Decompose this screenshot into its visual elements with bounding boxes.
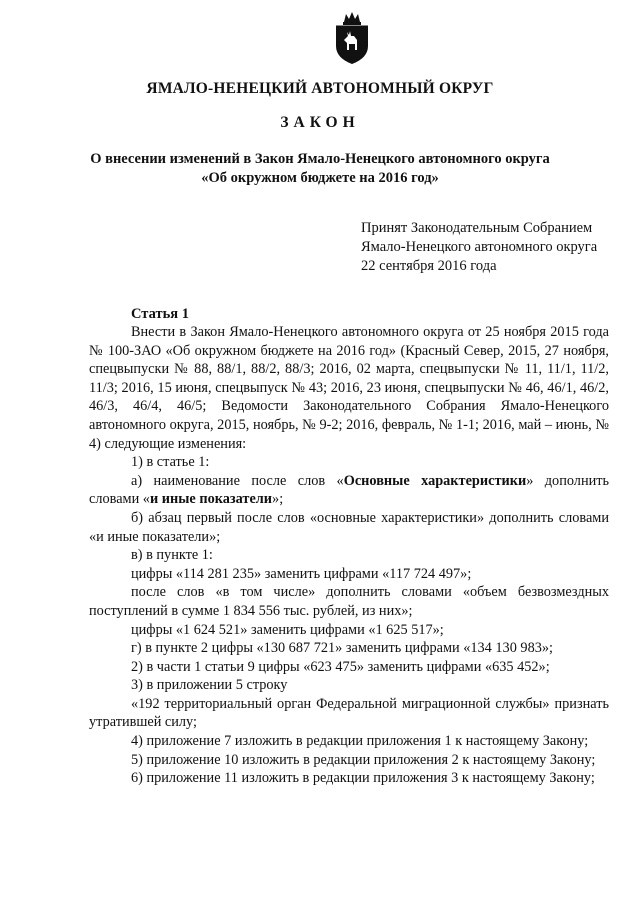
item-1v-addition: после слов «в том числе» дополнить словами «объем безвозмездных поступлений в сумме 1 834 556 тыс. рублей, из них»; (89, 584, 609, 619)
item-1v-figures-1: цифры «114 281 235» заменить цифрами «117 724 497»; (131, 565, 472, 582)
item-2: 2) в части 1 статьи 9 цифры «623 475» заменить цифрами «635 452»; (131, 658, 550, 675)
adoption-line-2: Ямало-Ненецкого автономного округа (361, 239, 598, 255)
region-name: ЯМАЛО-НЕНЕЦКИЙ АВТОНОМНЫЙ ОКРУГ (146, 80, 494, 97)
adoption-date: 22 сентября 2016 года (361, 258, 497, 274)
coat-of-arms-icon (330, 10, 374, 66)
item-3-quote: «192 территориальный орган Федеральной миграционной службы» признать утратившей силу; (89, 695, 609, 731)
law-title-line-2: «Об окружном бюджете на 2016 год» (201, 170, 439, 186)
item-1b: б) абзац первый после слов «основные характеристики» дополнить словами «и иные показатели»; (89, 509, 609, 545)
item-1a-text-1: а) наименование после слов « (131, 472, 344, 489)
item-1g: г) в пункте 2 цифры «130 687 721» заменить цифрами «134 130 983»; (131, 640, 553, 657)
item-5: 5) приложение 10 изложить в редакции приложения 2 к настоящему Закону; (131, 751, 596, 768)
article-heading: Статья 1 (131, 306, 189, 322)
item-4: 4) приложение 7 изложить в редакции приложения 1 к настоящему Закону; (131, 733, 589, 750)
law-title-line-1: О внесении изменений в Закон Ямало-Ненецкого автономного округа (90, 151, 550, 167)
item-1a (89, 472, 609, 509)
item-1v: в) в пункте 1: (131, 547, 213, 564)
item-3: 3) в приложении 5 строку (131, 677, 288, 694)
article-body (89, 323, 609, 788)
adoption-note (361, 219, 597, 276)
item-1a-text-3: »; (272, 491, 284, 508)
item-1a-bold-2: и иные показатели (149, 491, 273, 508)
adoption-line-1: Принят Законодательным Собранием (361, 220, 593, 236)
item-6: 6) приложение 11 изложить в редакции приложения 3 к настоящему Закону; (131, 770, 595, 787)
item-1v-figures-2: цифры «1 624 521» заменить цифрами «1 625 517»; (131, 621, 444, 638)
item-1a-text-2: » дополнить словами « (89, 472, 610, 508)
law-title (0, 150, 640, 188)
item-1: 1) в статье 1: (131, 454, 210, 471)
document-type: ЗАКОН (280, 114, 360, 131)
article-intro: Внести в Закон Ямало-Ненецкого автономного округа от 25 ноября 2015 года № 100-ЗАО «Об окружном бюджете на 2016 год» (Красный Север, 2015, 27 ноября, спецвыпуски № 88, 88/1, 88/2, 88/3; 2016, 02 марта, спецвыпуски № 11, 11/1, 11/2, 11/3; 2016, 15 июня, спецвыпуск № 43; 2016, 23 июня, спецвыпуски № 46, 46/1, 46/2, 46/3, 46/4, 46/5; Ведомости Законодательного Собрания Ямало-Ненецкого автономного округа, 2015, ноябрь, № 9-2; 2016, февраль, № 1-1; 2016, май – июнь, № 4) следующие изменения: (89, 324, 609, 452)
item-1a-bold-1: Основные характеристики (343, 472, 527, 489)
